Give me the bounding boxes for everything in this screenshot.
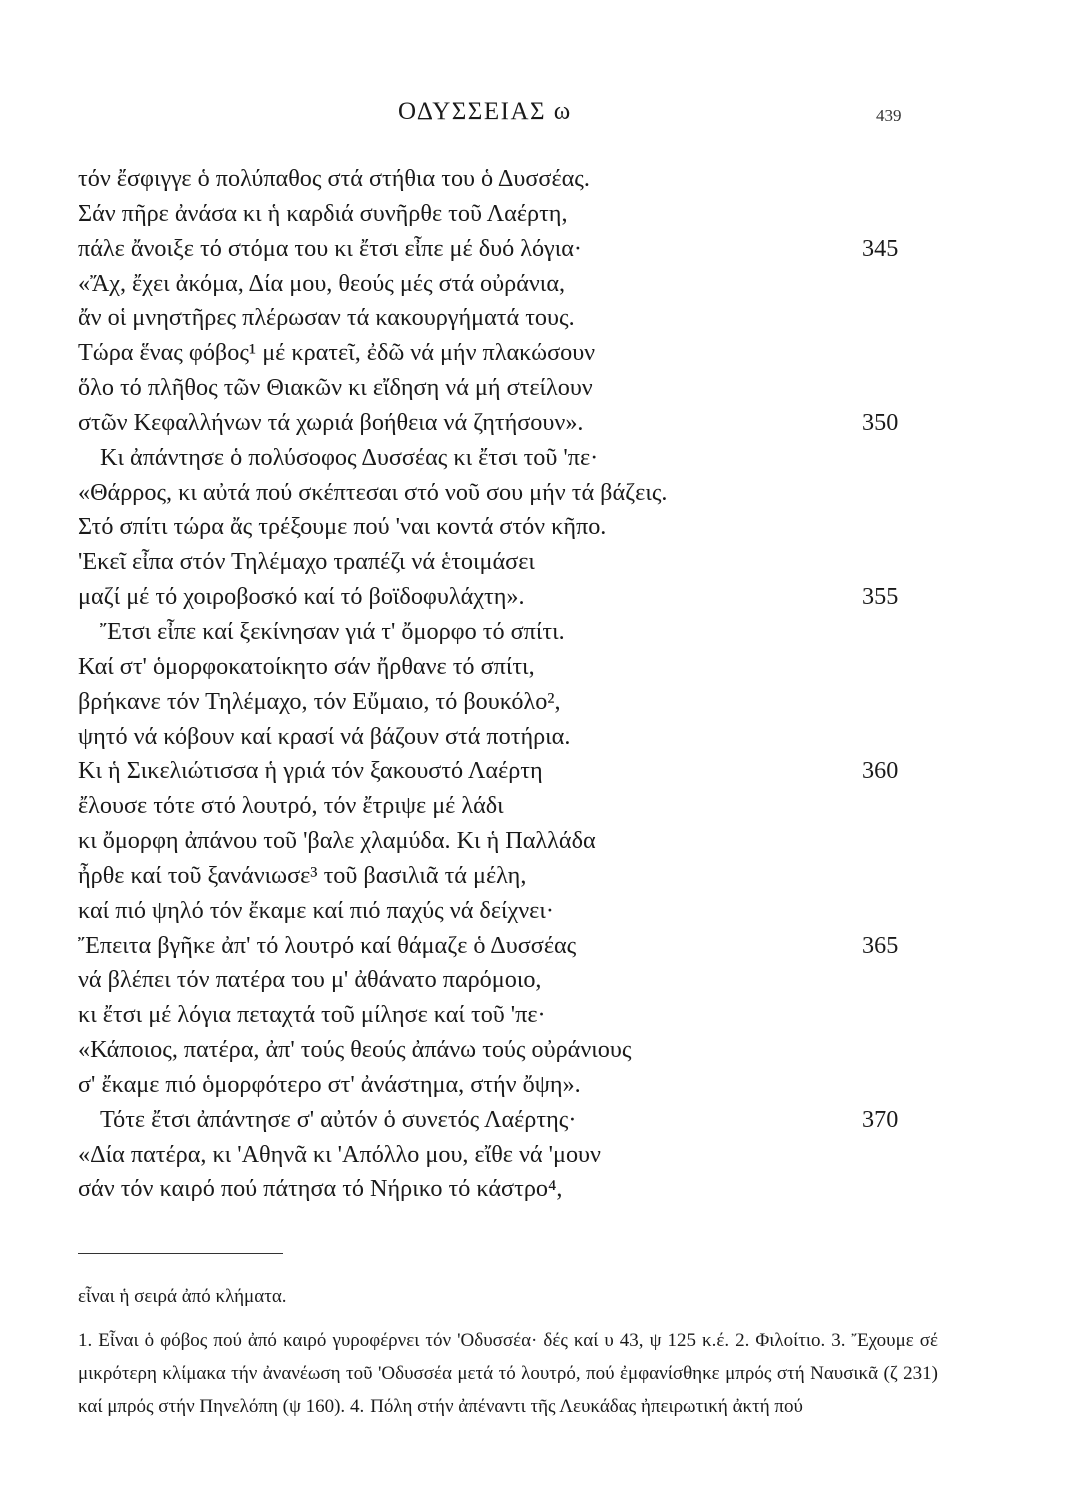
line-number: 370 — [862, 1105, 899, 1133]
verse-line — [0, 929, 1085, 964]
verse-line — [0, 824, 1085, 859]
verse-text: στῶν Κεφαλλήνων τά χωριά βοήθεια νά ζητήσουν». — [78, 408, 584, 436]
verse-line — [0, 441, 1085, 476]
verse-text: τόν ἔσφιγγε ὁ πολύπαθος στά στήθια του ὁ Δυσσέας. — [78, 165, 590, 192]
verse-line — [0, 197, 1085, 232]
verse-text: «Ἄχ, ἔχει ἀκόμα, Δία μου, θεούς μές στά οὐράνια, — [78, 269, 566, 297]
verse-line — [0, 162, 1085, 197]
verse-line — [0, 301, 1085, 336]
verse-text: σάν τόν καιρό πού πάτησα τό Νήρικο τό κάστρο⁴, — [78, 1175, 563, 1203]
verse-line — [0, 650, 1085, 685]
verse-line — [0, 789, 1085, 824]
footnote-marker: 2. — [735, 1330, 750, 1351]
page-header — [0, 98, 1085, 138]
verse-text: Καί στ' ὁμορφοκατοίκητο σάν ἤρθανε τό σπίτι, — [78, 652, 535, 680]
verse-line — [0, 1172, 1085, 1207]
verse-text: 'Εκεῖ εἶπα στόν Τηλέμαχο τραπέζι νά ἑτοιμάσει — [78, 548, 535, 576]
footnote-text: Φιλοίτιο. — [755, 1330, 826, 1351]
line-number: 355 — [862, 583, 899, 611]
verse-line — [0, 336, 1085, 371]
verse-text: νά βλέπει τόν πατέρα του μ' ἀθάνατο παρόμοιο, — [78, 966, 542, 994]
verse-text: μαζί μέ τό χοιροβοσκό καί τό βοϊδοφυλάχτη». — [78, 583, 525, 611]
verse-line — [0, 894, 1085, 929]
verse-text: ψητό νά κόβουν καί κρασί νά βάζουν στά ποτήρια. — [78, 722, 571, 750]
verse-text: «Θάρρος, κι αὐτά πού σκέπτεσαι στό νοῦ σου μήν τά βάζεις. — [78, 478, 668, 506]
verse-text: Σάν πῆρε ἀνάσα κι ἡ καρδιά συνῆρθε τοῦ Λαέρτη, — [78, 199, 568, 227]
verse-text: καί πιό ψηλό τόν ἔκαμε καί πιό παχύς νά δείχνει· — [78, 896, 554, 924]
footnote-text: Εἶναι ὁ φόβος πού ἀπό καιρό γυροφέρνει τόν 'Οδυσσέα· δές καί υ 43, ψ 125 κ.έ. — [98, 1330, 730, 1351]
line-number: 350 — [862, 408, 899, 436]
footnote-text: Ἔχουμε σέ μικρότερη κλίμακα τήν ἀνανέωση τοῦ 'Οδυσσέα μετά τό λουτρό, πού ἐμφανίσθηκε μπρός στή Ναυσικᾶ (ζ 231) καί μπρός στήν Πηνελόπη (ψ 160). — [78, 1330, 939, 1417]
verse-text: ἦρθε καί τοῦ ξανάνιωσε³ τοῦ βασιλιᾶ τά μέλη, — [78, 861, 527, 889]
verse-line — [0, 476, 1085, 511]
footnote-continuation: εἶναι ἡ σειρά ἀπό κλήματα. — [78, 1286, 287, 1307]
verse-line — [0, 615, 1085, 650]
footnote-rule — [78, 1253, 283, 1254]
verse-line — [0, 371, 1085, 406]
verse-line — [0, 754, 1085, 789]
verse-line — [0, 1068, 1085, 1103]
verse-line — [0, 1103, 1085, 1138]
verse-text: σ' ἔκαμε πιό ὁμορφότερο στ' ἀνάστημα, στήν ὄψη». — [78, 1070, 581, 1098]
verse-text: ὅλο τό πλῆθος τῶν Θιακῶν κι εἴδηση νά μή στείλουν — [78, 374, 593, 402]
verse-text: ἄν οἱ μνηστῆρες πλέρωσαν τά κακουργήματά τους. — [78, 304, 575, 332]
line-number: 345 — [862, 234, 899, 262]
running-head: ΟΔΥΣΣΕΙΑΣ ω — [398, 98, 572, 125]
verse-text: «Κάποιος, πατέρα, ἀπ' τούς θεούς ἀπάνω τούς οὐράνιους — [78, 1036, 632, 1064]
verse-line — [0, 232, 1085, 267]
footnote-marker: 4. — [349, 1396, 365, 1417]
verse-line — [0, 545, 1085, 580]
verse-text: ἔλουσε τότε στό λουτρό, τόν ἔτριψε μέ λάδι — [78, 792, 504, 820]
line-number: 365 — [862, 931, 899, 959]
verse-text: κι ἔτσι μέ λόγια πεταχτά τοῦ μίλησε καί τοῦ 'πε· — [78, 1001, 546, 1029]
verse-line — [0, 1033, 1085, 1068]
verse-text: Τώρα ἕνας φόβος¹ μέ κρατεῖ, ἐδῶ νά μήν πλακώσουν — [78, 339, 596, 367]
verse-line — [0, 998, 1085, 1033]
footnotes — [78, 1324, 938, 1423]
verse-line — [0, 859, 1085, 894]
verse-line — [0, 510, 1085, 545]
footnote-marker: 1. — [78, 1330, 93, 1351]
line-number: 360 — [862, 757, 899, 785]
verse-text: κι ὄμορφη ἀπάνου τοῦ 'βαλε χλαμύδα. Κι ἡ Παλλάδα — [78, 827, 596, 855]
verse-text: Στό σπίτι τώρα ἄς τρέξουμε πού 'ναι κοντά στόν κῆπο. — [78, 513, 607, 541]
page-number: 439 — [876, 106, 902, 125]
verse-line — [0, 1138, 1085, 1173]
verse-line — [0, 720, 1085, 755]
verse-text: Τότε ἔτσι ἀπάντησε σ' αὐτόν ὁ συνετός Λαέρτης· — [100, 1105, 577, 1133]
verse-text: Κι ἡ Σικελιώτισσα ἡ γριά τόν ξακουστό Λαέρτη — [78, 757, 543, 785]
footnote-text: Πόλη στήν ἀπέναντι τῆς Λευκάδας ἠπειρωτική ἀκτή πού — [370, 1396, 803, 1417]
verse-text: Ἔτσι εἶπε καί ξεκίνησαν γιά τ' ὄμορφο τό σπίτι. — [100, 617, 565, 645]
verse-text: βρήκανε τόν Τηλέμαχο, τόν Εὔμαιο, τό βουκόλο², — [78, 687, 561, 715]
verse-text: πάλε ἄνοιξε τό στόμα του κι ἔτσι εἶπε μέ δυό λόγια· — [78, 234, 582, 262]
footnote-marker: 3. — [831, 1330, 846, 1351]
verse-line — [0, 267, 1085, 302]
verse-text: Κι ἀπάντησε ὁ πολύσοφος Δυσσέας κι ἔτσι τοῦ 'πε· — [100, 443, 599, 471]
verse-block — [0, 162, 1085, 1207]
verse-text: Ἔπειτα βγῆκε ἀπ' τό λουτρό καί θάμαζε ὁ Δυσσέας — [78, 931, 577, 959]
verse-line — [0, 406, 1085, 441]
verse-line — [0, 685, 1085, 720]
verse-line — [0, 580, 1085, 615]
verse-text: «Δία πατέρα, κι 'Αθηνᾶ κι 'Απόλλο μου, εἴθε νά 'μουν — [78, 1140, 601, 1168]
verse-line — [0, 963, 1085, 998]
